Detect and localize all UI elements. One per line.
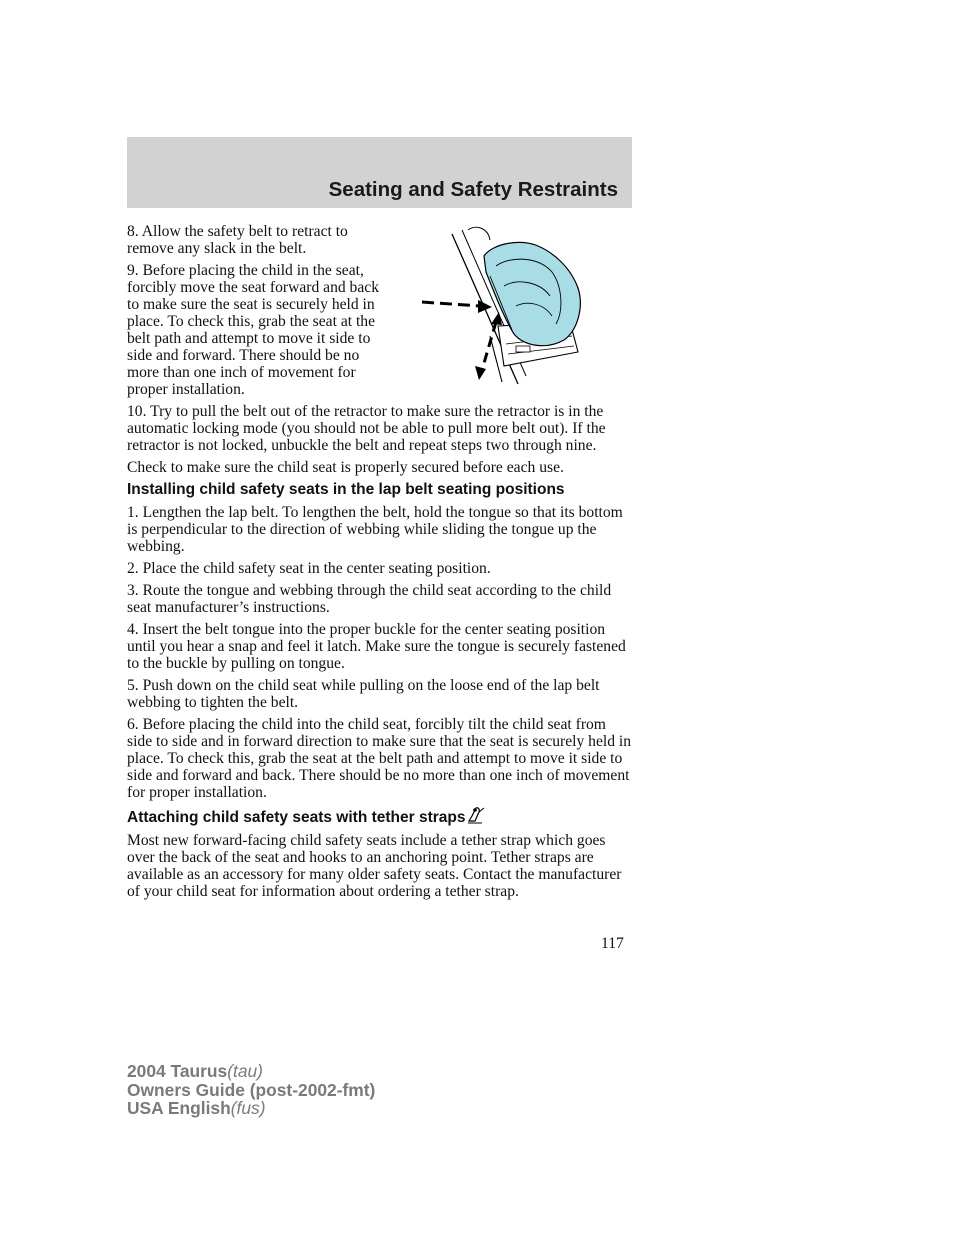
lap-step-6: 6. Before placing the child into the child seat, forcibly tilt the child seat from side to side and in forward direction to make sure that the seat is securely held in place. To check this, grab the seat at the belt path and attempt to move it side to side and forward and back. There should be no more than one inch of movement for proper installation. (127, 716, 632, 801)
page-body (127, 223, 633, 905)
lap-step-3: 3. Route the tongue and webbing through the child seat according to the child seat manufacturer’s instructions. (127, 582, 612, 616)
footer-guide: Owners Guide (post-2002-fmt) (127, 1079, 376, 1100)
page-number: 117 (601, 935, 624, 952)
lap-step-4: 4. Insert the belt tongue into the proper buckle for the center seating position until you hear a snap and feel it latch. Make sure the tongue is securely fastened to the buckle by pulling on tongue. (127, 621, 626, 672)
tether-section-heading (127, 806, 633, 826)
footer-model: 2004 Taurus (127, 1061, 228, 1081)
section-title: Seating and Safety Restraints (328, 178, 618, 201)
section-header-band (127, 137, 632, 208)
tether-body-paragraph: Most new forward-facing child safety seats include a tether strap which goes over the back of the seat and hooks to an anchoring point. Tether straps are available as an accessory for many older safety seats. Contact the manufacturer of your child seat for information about ordering a tether strap. (127, 832, 622, 900)
footer-language: USA English (127, 1098, 231, 1118)
step-8-paragraph: 8. Allow the safety belt to retract to remove any slack in the belt. (127, 223, 348, 257)
lap-step-5: 5. Push down on the child seat while pulling on the loose end of the lap belt webbing to tighten the belt. (127, 677, 600, 711)
step-10-paragraph: 10. Try to pull the belt out of the retractor to make sure the retractor is in the automatic locking mode (you should not be able to pull more belt out). If the retractor is not locked, unbuckle the belt and repeat steps two through nine. (127, 403, 606, 454)
footer-model-code: (tau) (227, 1061, 263, 1081)
lap-belt-section-heading: Installing child safety seats in the lap belt seating positions (127, 481, 565, 498)
footer-language-code: (fus) (230, 1098, 266, 1118)
document-footer (127, 1062, 375, 1118)
lap-step-2: 2. Place the child safety seat in the center seating position. (127, 560, 491, 577)
lap-step-1: 1. Lengthen the lap belt. To lengthen the belt, hold the tongue so that its bottom is perpendicular to the direction of webbing while sliding the tongue up the webbing. (127, 504, 623, 555)
child-seat-tether-icon (466, 806, 486, 824)
step-9-paragraph: 9. Before placing the child in the seat, forcibly move the seat forward and back to make sure the seat is securely held in place. To check this, grab the seat at the belt path and attempt to move it side to side and forward. There should be no more than one inch of movement for proper installation. (127, 262, 379, 398)
tether-section-heading-text: Attaching child safety seats with tether straps (127, 809, 466, 826)
check-secured-paragraph: Check to make sure the child seat is properly secured before each use. (127, 459, 564, 476)
